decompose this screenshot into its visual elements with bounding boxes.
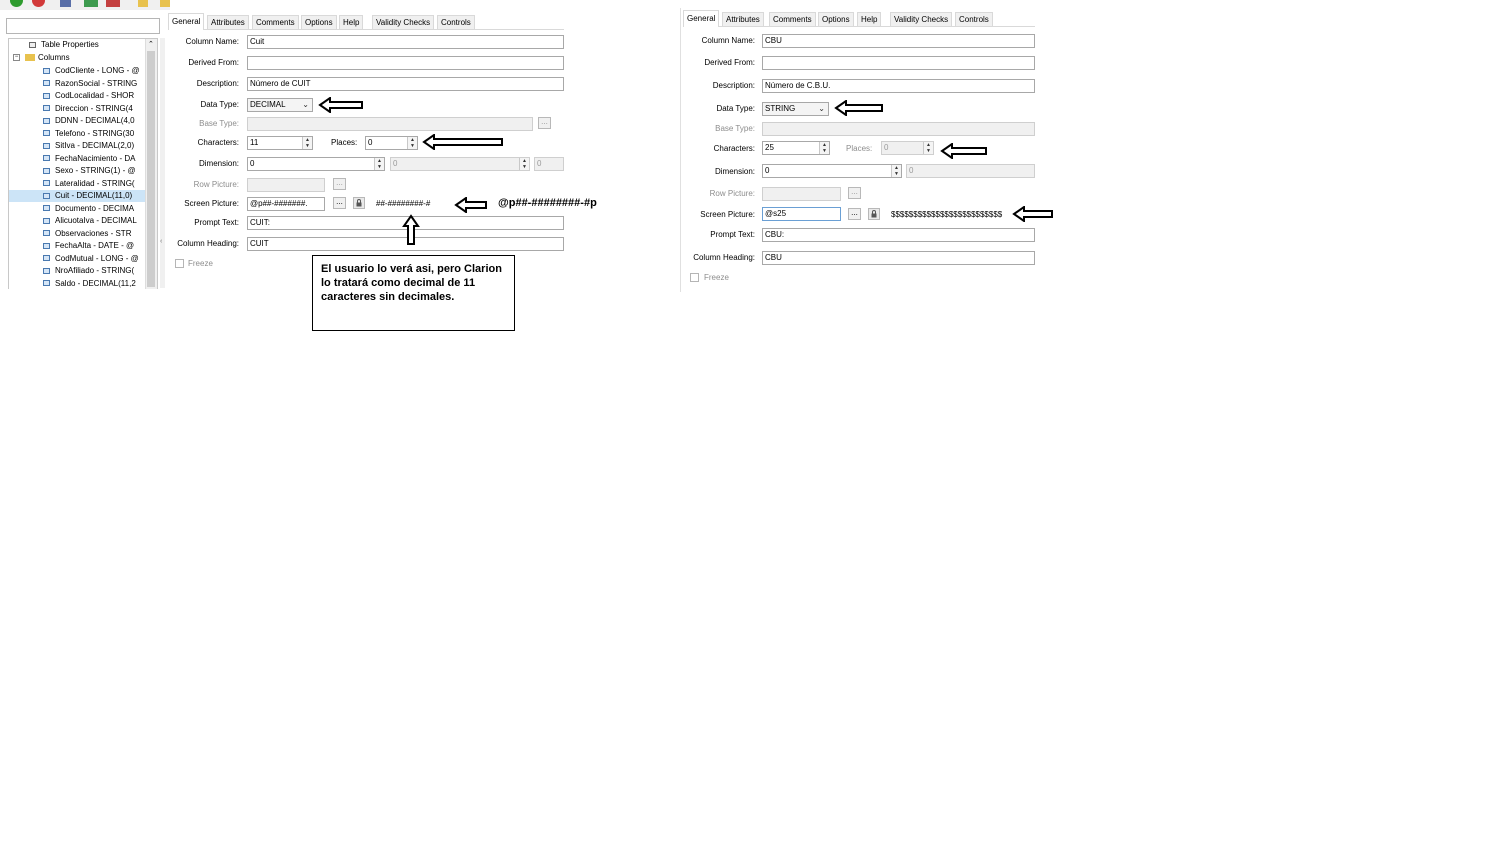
dimension-label: Dimension: — [714, 167, 755, 176]
prompt-text-input[interactable]: CBU: — [762, 228, 1035, 242]
description-input[interactable]: Número de C.B.U. — [762, 79, 1035, 93]
tab-label: Validity Checks — [894, 15, 949, 24]
tree-item-label: SitIva - DECIMAL(2,0) — [55, 141, 135, 150]
tree-item-column[interactable] — [9, 65, 145, 77]
collapse-icon[interactable]: − — [14, 54, 19, 61]
column-icon — [43, 168, 50, 174]
scroll-up-icon[interactable]: ⌃ — [148, 41, 154, 48]
column-icon — [43, 130, 50, 136]
tree-item-column[interactable] — [9, 265, 145, 277]
tree-item-column[interactable] — [9, 103, 145, 115]
splitter[interactable] — [160, 38, 165, 288]
tab-help[interactable] — [339, 15, 363, 29]
spinner-arrows-icon[interactable]: ▲ ▼ — [374, 158, 384, 170]
tab-validity-checks[interactable] — [372, 15, 434, 29]
characters-spinner[interactable] — [762, 141, 830, 155]
prompt-text-label: Prompt Text: — [194, 218, 239, 227]
tree-item-label: CodCliente - LONG - @ — [55, 66, 140, 75]
tab-label: Options — [822, 15, 850, 24]
derived-from-input[interactable] — [247, 56, 564, 70]
data-type-label: Data Type: — [716, 104, 755, 113]
tree-item-label: AlicuotaIva - DECIMAL — [55, 216, 137, 225]
left-tab-strip — [168, 13, 564, 30]
dimension-3-value: 0 — [537, 159, 542, 168]
tab-label: General — [687, 14, 716, 23]
screen-picture-label: Screen Picture: — [700, 210, 755, 219]
base-type-label: Base Type: — [199, 119, 239, 128]
data-type-label: Data Type: — [200, 100, 239, 109]
spinner-arrows-icon[interactable]: ▲ ▼ — [302, 137, 312, 149]
lock-icon[interactable] — [353, 197, 365, 209]
column-icon — [43, 205, 50, 211]
description-label: Description: — [712, 81, 755, 90]
tree-filter-input[interactable] — [6, 18, 160, 34]
row-picture-label: Row Picture: — [709, 189, 755, 198]
tree-item-column[interactable] — [9, 165, 145, 177]
tree-item-label: CodMutual - LONG - @ — [55, 253, 139, 263]
tree-item-column[interactable] — [9, 140, 145, 152]
screen-picture-input[interactable]: @p##-#######. — [247, 197, 325, 211]
mask-preview-text: $$$$$$$$$$$$$$$$$$$$$$$$$ — [891, 210, 1003, 219]
arrow-screen-picture-icon — [1012, 206, 1054, 224]
screen-picture-lookup-button[interactable]: ... — [333, 197, 346, 209]
ok-icon[interactable] — [10, 0, 23, 7]
dimension-1-spinner[interactable] — [247, 157, 385, 171]
row-picture-lookup-button: ... — [848, 187, 861, 199]
tab-label: Controls — [959, 15, 989, 24]
chevron-down-icon: ⌄ — [818, 104, 825, 113]
arrow-screen-picture-icon — [454, 197, 488, 215]
tree-item-label: FechaNacimiento - DA — [55, 153, 136, 163]
description-input[interactable]: Número de CUIT — [247, 77, 564, 91]
tree-item-column[interactable] — [9, 203, 145, 215]
base-type-lookup-button: ... — [538, 117, 551, 129]
column-name-input[interactable]: CBU — [762, 34, 1035, 48]
row-picture-input — [762, 187, 841, 201]
row-picture-input — [247, 178, 325, 192]
tree-item-label: Columns — [38, 53, 70, 62]
tree-item-label: Lateralidad - STRING( — [55, 178, 135, 188]
tree-item-label: DDNN - DECIMAL(4,0 — [55, 116, 135, 125]
column-icon — [43, 118, 50, 124]
characters-label: Characters: — [197, 138, 239, 147]
tab-label: Comments — [256, 18, 295, 27]
column-icon — [43, 230, 50, 236]
arrow-up-icon — [402, 214, 420, 248]
folder-open-icon[interactable] — [160, 0, 170, 7]
column-icon — [43, 255, 50, 261]
tree-item-label: Saldo - DECIMAL(11,2 — [55, 278, 136, 288]
dimension-2-value: 0 — [909, 166, 914, 175]
tab-label: Controls — [441, 18, 471, 27]
column-icon — [43, 243, 50, 249]
tab-label: Attributes — [211, 18, 245, 27]
tree-item-column[interactable] — [9, 228, 145, 240]
description-label: Description: — [196, 79, 239, 88]
annotation-note: El usuario lo verá asi, pero Clarion lo tratará como decimal de 11 caracteres sin decimales. — [312, 255, 515, 331]
tab-label: General — [172, 17, 201, 26]
places-value: 0 — [368, 138, 373, 147]
tree-item-label: RazonSocial - STRING — [55, 78, 138, 88]
column-icon — [43, 218, 50, 224]
spinner-arrows-icon[interactable]: ▲ ▼ — [407, 137, 417, 149]
tree-item-column[interactable] — [9, 90, 145, 102]
dimension-2-spinner — [906, 164, 1035, 178]
row-picture-label: Row Picture: — [193, 180, 239, 189]
spinner-arrows-icon[interactable]: ▲ ▼ — [819, 142, 829, 154]
column-heading-label: Column Heading: — [177, 239, 239, 248]
data-type-select[interactable] — [247, 98, 313, 112]
places-label: Places: — [846, 144, 873, 153]
tree-item-column[interactable] — [9, 190, 145, 202]
tab-controls[interactable] — [437, 15, 475, 29]
tab-controls[interactable] — [955, 12, 993, 26]
dimension-1-spinner[interactable] — [762, 164, 902, 178]
tab-attributes[interactable] — [207, 15, 249, 29]
freeze-label: Freeze — [704, 273, 729, 282]
screen-picture-input[interactable]: @s25 — [762, 207, 841, 221]
derived-from-label: Derived From: — [704, 58, 755, 67]
tree-item-label: NroAfiliado - STRING( — [55, 266, 135, 275]
base-type-input — [762, 122, 1035, 136]
spinner-arrows-icon: ▲ ▼ — [923, 142, 933, 154]
column-heading-label: Column Heading: — [693, 253, 755, 262]
places-value: 0 — [884, 143, 889, 152]
tree-item-label: Cuit - DECIMAL(11,0) — [55, 191, 133, 200]
arrow-places-icon — [940, 143, 988, 161]
places-spinner — [881, 141, 934, 155]
screen-picture-label: Screen Picture: — [184, 199, 239, 208]
tab-validity-checks[interactable] — [890, 12, 952, 26]
tree-item-column[interactable] — [9, 128, 145, 140]
tab-label: Attributes — [726, 15, 760, 24]
tab-options[interactable] — [818, 12, 854, 26]
column-icon — [43, 143, 50, 149]
column-name-label: Column Name: — [185, 37, 239, 46]
places-spinner[interactable] — [365, 136, 418, 150]
places-label: Places: — [331, 138, 358, 147]
splitter-arrow-icon: ‹ — [160, 238, 163, 245]
toolbar — [0, 0, 170, 10]
arrow-data-type-icon — [318, 97, 364, 115]
folder-icon[interactable] — [138, 0, 148, 7]
column-icon — [43, 105, 50, 111]
dimension-2-spinner — [390, 157, 530, 171]
tree-item-label: Telefono - STRING(30 — [55, 128, 135, 138]
tree-item-label: Table Properties — [41, 40, 99, 49]
prompt-text-input[interactable]: CUIT: — [247, 216, 564, 230]
column-icon — [43, 155, 50, 161]
data-type-select[interactable] — [762, 102, 829, 116]
tree-item-column[interactable] — [9, 115, 145, 127]
right-tab-strip — [683, 10, 1035, 27]
tree-item-column[interactable] — [9, 153, 145, 165]
derived-from-input[interactable] — [762, 56, 1035, 70]
tab-general[interactable] — [168, 13, 204, 30]
add-icon[interactable] — [84, 0, 98, 7]
column-tree — [8, 38, 158, 289]
column-icon — [43, 268, 50, 274]
tree-item-column[interactable] — [9, 178, 145, 190]
scroll-thumb[interactable] — [147, 51, 155, 287]
tab-comments[interactable] — [769, 12, 816, 26]
data-type-value: STRING — [765, 104, 796, 113]
column-icon — [43, 68, 50, 74]
tree-item-label: Documento - DECIMA — [55, 203, 135, 213]
column-name-input[interactable]: Cuit — [247, 35, 564, 49]
tree-item-column[interactable] — [9, 278, 145, 290]
tree-item-column[interactable] — [9, 215, 145, 227]
mask-preview-text: ##-########-# — [376, 199, 431, 208]
tree-item-columns[interactable] — [9, 52, 145, 64]
tab-attributes[interactable] — [722, 12, 764, 26]
tab-label: Help — [861, 15, 878, 24]
column-heading-input[interactable]: CBU — [762, 251, 1035, 265]
tree-item-column[interactable] — [9, 78, 145, 90]
tree-item-label: Sexo - STRING(1) - @ — [55, 166, 136, 175]
tab-label: Options — [305, 18, 333, 27]
tab-label: Validity Checks — [376, 18, 431, 27]
arrow-data-type-icon — [834, 100, 884, 118]
spinner-arrows-icon: ▲ ▼ — [519, 158, 529, 170]
prompt-text-label: Prompt Text: — [710, 230, 755, 239]
tree-item-table-properties[interactable] — [9, 39, 145, 51]
tab-options[interactable] — [301, 15, 337, 29]
spinner-arrows-icon[interactable]: ▲ ▼ — [891, 165, 901, 177]
characters-value: 25 — [765, 143, 774, 152]
freeze-checkbox[interactable] — [690, 273, 699, 282]
tree-item-column[interactable] — [9, 253, 145, 265]
column-icon — [43, 180, 50, 186]
tree-item-column[interactable] — [9, 240, 145, 252]
tree-item-label: Observaciones - STR — [55, 228, 132, 238]
folder-icon — [25, 54, 35, 61]
tree-item-label: Direccion - STRING(4 — [55, 103, 133, 113]
screen-picture-lookup-button[interactable]: ... — [848, 208, 861, 220]
derived-from-label: Derived From: — [188, 58, 239, 67]
dimension-3-spinner — [534, 157, 564, 171]
dimension-2-value: 0 — [393, 159, 398, 168]
tab-help[interactable] — [857, 12, 881, 26]
data-type-value: DECIMAL — [250, 100, 286, 109]
table-icon — [29, 42, 36, 48]
tab-comments[interactable] — [252, 15, 299, 29]
cancel-icon[interactable] — [32, 0, 45, 7]
column-icon — [43, 80, 50, 86]
lock-icon[interactable] — [868, 208, 880, 220]
dimension-1-value: 0 — [765, 166, 770, 175]
column-icon — [43, 193, 50, 199]
column-name-label: Column Name: — [701, 36, 755, 45]
save-icon[interactable] — [60, 0, 71, 7]
characters-value: 11 — [250, 138, 259, 147]
characters-spinner[interactable] — [247, 136, 313, 150]
chevron-down-icon: ⌄ — [302, 100, 309, 109]
tree-item-label: FechaAlta - DATE - @ — [55, 241, 135, 250]
picture-code-text: @p##-########-#p — [498, 197, 597, 209]
tab-label: Comments — [773, 15, 812, 24]
base-type-label: Base Type: — [715, 124, 755, 133]
column-icon — [43, 93, 50, 99]
freeze-label: Freeze — [188, 259, 213, 268]
arrow-places-icon — [422, 134, 504, 152]
tree-scrollbar[interactable] — [145, 39, 157, 289]
base-type-input — [247, 117, 533, 131]
column-icon — [43, 280, 50, 286]
row-picture-lookup-button: ... — [333, 178, 346, 190]
dimension-1-value: 0 — [250, 159, 255, 168]
tab-label: Help — [343, 18, 360, 27]
tree-item-label: CodLocalidad - SHOR — [55, 91, 135, 100]
column-heading-input[interactable]: CUIT — [247, 237, 564, 251]
delete-icon[interactable] — [106, 0, 120, 7]
characters-label: Characters: — [713, 144, 755, 153]
tab-general[interactable] — [683, 10, 719, 27]
freeze-checkbox[interactable] — [175, 259, 184, 268]
dimension-label: Dimension: — [198, 159, 239, 168]
